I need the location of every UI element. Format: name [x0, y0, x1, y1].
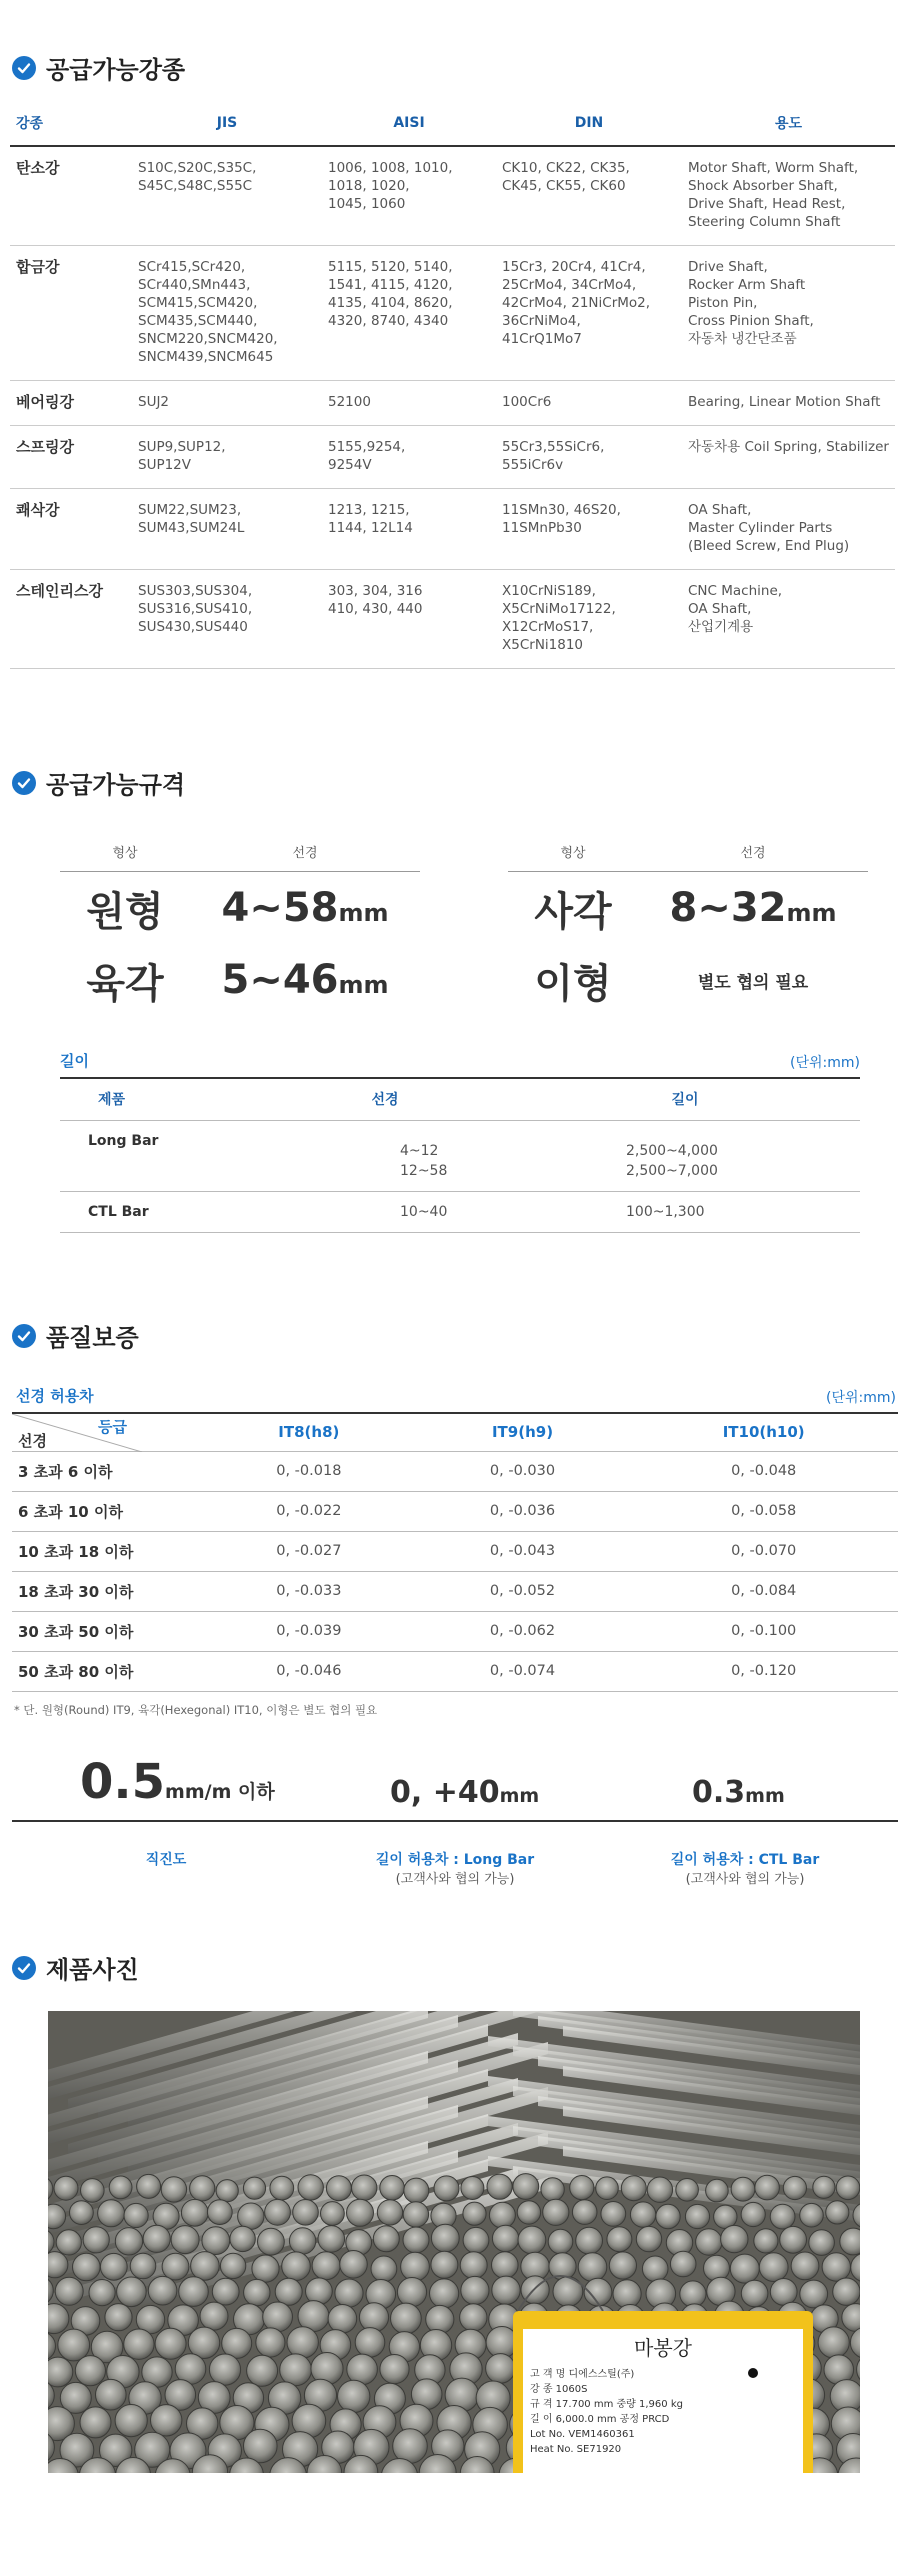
table-row	[12, 1611, 898, 1651]
bar-end	[212, 2278, 239, 2305]
tag-title: 마봉강	[634, 2336, 692, 2360]
tolerance-cell: 0, -0.070	[629, 1531, 898, 1571]
bar-end	[244, 2279, 270, 2305]
use-cell: Motor Shaft, Worm Shaft, Shock Absorber Shaft, Drive Shaft, Head Rest, Steering Column Shaft	[682, 146, 895, 246]
bar-end	[340, 2251, 368, 2279]
bar-end	[247, 2355, 278, 2386]
bar-end	[391, 2303, 422, 2334]
bar-end	[115, 2405, 147, 2437]
section-title-grades	[12, 50, 185, 85]
table-row	[12, 1491, 898, 1531]
use-cell: CNC Machine, OA Shaft, 산업기계용	[682, 570, 895, 669]
product-photo	[48, 2011, 860, 2473]
bar-end	[517, 2201, 540, 2224]
bar-end	[813, 2176, 835, 2198]
section-title-photo	[12, 1950, 139, 1985]
diameter-header: 선경	[292, 846, 318, 861]
spec-caption: 길이 허용차 : CTL Bar (고객사와 협의 가능)	[670, 1852, 820, 1887]
bar-end	[312, 2252, 340, 2280]
bar-end	[148, 2276, 177, 2305]
length-header: 선경	[260, 1078, 510, 1120]
bar-end	[826, 2201, 849, 2224]
bar-end	[209, 2354, 240, 2385]
bar-end	[670, 2251, 696, 2277]
bar-end	[570, 2176, 594, 2200]
tolerance-header: IT8(h8)	[202, 1413, 416, 1451]
bar-end	[80, 2407, 111, 2438]
range-cell: 3 초과 6 이하	[12, 1451, 202, 1491]
shape-label: 사각	[534, 888, 612, 935]
bar-end	[489, 2202, 515, 2228]
tolerance-cell: 0, -0.027	[202, 1531, 416, 1571]
aisi-cell: 5155,9254, 9254V	[322, 426, 496, 489]
range-cell: 10 초과 18 이하	[12, 1531, 202, 1571]
bar-end	[541, 2178, 564, 2201]
bar-end	[696, 2229, 722, 2255]
bar-end	[263, 2302, 293, 2332]
sizes-right	[508, 832, 868, 1016]
bar-end	[252, 2255, 279, 2282]
length-cell: 2,500~4,000 2,500~7,000	[510, 1120, 860, 1191]
table-row	[10, 146, 895, 246]
din-cell: 15Cr3, 20Cr4, 41Cr4, 25CrMo4, 34CrMo4, 42CrMo4, 21NiCrMo2, 36CrNiMo4, 41CrQ1Mo7	[496, 246, 682, 381]
bar-end	[680, 2281, 706, 2307]
bar-end	[151, 2405, 182, 2436]
length-cell: 100~1,300	[510, 1191, 860, 1232]
bar-end	[461, 2276, 489, 2304]
range-cell: 6 초과 10 이하	[12, 1491, 202, 1531]
bar-end	[70, 2201, 94, 2225]
bar-end	[270, 2176, 294, 2200]
length-header: 제품	[60, 1078, 260, 1120]
bar-end	[347, 2199, 374, 2226]
table-row	[60, 1120, 860, 1191]
corner-bottom-label: 선경	[18, 1432, 47, 1450]
tag-line: 규 격 17.700 mm 중량 1,960 kg	[530, 2399, 683, 2410]
bar-end	[685, 2204, 709, 2228]
bar-end	[373, 2226, 399, 2252]
bar-end	[487, 2174, 512, 2199]
corner-cell	[12, 1413, 202, 1451]
jis-cell: SCr415,SCr420, SCr440,SMn443, SCM415,SCM420, SCM435,SCM440, SNCM220,SNCM420, SNCM439,SNCM645	[132, 246, 322, 381]
bar-end	[430, 2279, 459, 2308]
bar-end	[759, 2253, 788, 2282]
bar-end	[207, 2200, 232, 2225]
bar-end	[115, 2228, 142, 2255]
bar-end	[460, 2252, 487, 2279]
bar-end	[578, 2253, 607, 2282]
shape-label: 이형	[534, 960, 612, 1007]
tag-line: 길 이 6,000.0 mm 공정 PRCD	[530, 2414, 670, 2425]
bar-end	[486, 2354, 516, 2384]
shape-label: 원형	[86, 888, 164, 935]
section-title-quality	[12, 1318, 139, 1353]
bar-end	[791, 2252, 819, 2280]
table-row	[10, 381, 895, 426]
grades-header-row	[10, 100, 895, 146]
tolerance-header: IT9(h9)	[416, 1413, 630, 1451]
bar-end	[426, 2305, 454, 2333]
product-cell: CTL Bar	[60, 1191, 260, 1232]
shape-label: 육각	[86, 960, 164, 1007]
spec-value: 0.5mm/m 이하	[80, 1754, 275, 1810]
bar-end	[190, 2176, 215, 2201]
bar-end	[706, 2179, 729, 2202]
table-row	[12, 1571, 898, 1611]
use-cell: OA Shaft, Master Cylinder Parts (Bleed Screw, End Plug)	[682, 489, 895, 570]
check-icon	[12, 1324, 36, 1348]
check-icon	[12, 56, 36, 80]
tolerance-cell: 0, -0.120	[629, 1651, 898, 1691]
tolerance-cell: 0, -0.100	[629, 1611, 898, 1651]
bar-end	[492, 2225, 518, 2251]
tolerance-cell: 0, -0.039	[202, 1611, 416, 1651]
bar-end	[596, 2177, 619, 2200]
tolerance-header-row	[12, 1413, 898, 1451]
bar-end	[321, 2202, 345, 2226]
grade-name: 쾌삭강	[10, 489, 132, 570]
range-cell: 30 초과 50 이하	[12, 1611, 202, 1651]
table-row	[12, 1651, 898, 1691]
steel-bars-illustration	[48, 2011, 860, 2473]
bar-end	[401, 2252, 430, 2281]
size-row	[60, 872, 420, 944]
grade-name: 합금강	[10, 246, 132, 381]
bar-end	[431, 2224, 459, 2252]
tag-line: Lot No. VEM1460361	[530, 2429, 635, 2440]
table-row	[10, 246, 895, 381]
grades-header: 용도	[682, 100, 895, 146]
section-title-text: 품질보증	[46, 1324, 139, 1352]
bar-end	[75, 2356, 105, 2386]
bar-end	[352, 2175, 377, 2200]
bar-end	[836, 2176, 860, 2200]
jis-cell: SUJ2	[132, 381, 322, 426]
bar-end	[200, 2302, 228, 2330]
bar-end	[105, 2304, 132, 2331]
bar-end	[355, 2328, 385, 2358]
sizes-left	[60, 832, 420, 1016]
table-row	[10, 489, 895, 570]
size-row	[508, 944, 868, 1016]
bar-end	[298, 2175, 323, 2200]
size-note: 별도 협의 필요	[697, 972, 809, 993]
table-row	[60, 1191, 860, 1232]
bar-end	[822, 2253, 850, 2281]
bar-end	[741, 2202, 765, 2226]
bar-end	[656, 2204, 680, 2228]
bar-end	[601, 2202, 626, 2227]
bar-end	[124, 2203, 148, 2227]
corner-top-label: 등급	[98, 1418, 127, 1436]
grade-name: 스프링강	[10, 426, 132, 489]
bar-end	[56, 2230, 81, 2255]
bar-end	[109, 2176, 132, 2199]
table-row	[12, 1531, 898, 1571]
bar-end	[630, 2202, 655, 2227]
din-cell: 55Cr3,55SiCr6, 555iCr6v	[496, 426, 682, 489]
bar-end	[755, 2175, 780, 2200]
din-cell: X10CrNiS189, X5CrNiMo17122, X12CrMoS17, X5CrNi1810	[496, 570, 682, 669]
tolerance-cell: 0, -0.030	[416, 1451, 630, 1491]
bar-end	[293, 2200, 319, 2226]
dia-cell: 4~12 12~58	[260, 1120, 510, 1191]
bar-end	[833, 2278, 860, 2305]
bar-end	[460, 2304, 487, 2331]
tolerance-header: IT10(h10)	[629, 1413, 898, 1451]
grade-name: 탄소강	[10, 146, 132, 246]
bar-end	[431, 2251, 458, 2278]
section-title-text: 공급가능강종	[46, 56, 186, 84]
aisi-cell: 1213, 1215, 1144, 12L14	[322, 489, 496, 570]
product-cell: Long Bar	[60, 1120, 260, 1191]
bar-end	[780, 2226, 807, 2253]
sizes-header	[508, 832, 868, 872]
bar-end	[463, 2202, 486, 2225]
use-cell: 자동차용 Coil Spring, Stabilizer	[682, 426, 895, 489]
table-row	[10, 426, 895, 489]
bar-end	[338, 2380, 370, 2412]
size-row	[60, 944, 420, 1016]
aisi-cell: 303, 304, 316 410, 430, 440	[322, 570, 496, 669]
din-cell: CK10, CK22, CK35, CK45, CK55, CK60	[496, 146, 682, 246]
bar-end	[377, 2200, 402, 2225]
bar-end	[89, 2280, 115, 2306]
bar-end	[275, 2278, 302, 2305]
din-cell: 11SMn30, 46S20, 11SMnPb30	[496, 489, 682, 570]
jis-cell: SUP9,SUP12, SUP12V	[132, 426, 322, 489]
bar-end	[607, 2227, 632, 2252]
spec-value: 0, +40mm	[390, 1775, 540, 1810]
bar-end	[800, 2203, 824, 2227]
bar-end	[117, 2277, 147, 2307]
tolerance-unit: (단위:mm)	[826, 1390, 896, 1406]
bar-end	[642, 2256, 668, 2282]
bar-end	[371, 2256, 397, 2282]
bar-end	[403, 2227, 429, 2253]
bar-end	[81, 2179, 105, 2203]
tolerance-cell: 0, -0.062	[416, 1611, 630, 1651]
bar-end	[704, 2255, 730, 2281]
size-value: 5~46mm	[221, 957, 389, 1003]
bar-end	[492, 2276, 520, 2304]
bar-end	[721, 2225, 748, 2252]
grade-name: 베어링강	[10, 381, 132, 426]
din-cell: 100Cr6	[496, 381, 682, 426]
section-title-text: 공급가능규격	[46, 771, 186, 799]
tolerance-cell: 0, -0.074	[416, 1651, 630, 1691]
grades-header: DIN	[496, 100, 682, 146]
bar-end	[124, 2329, 154, 2359]
bar-end	[818, 2327, 849, 2358]
size-value: 4~58mm	[221, 885, 389, 931]
bar-end	[83, 2227, 109, 2253]
grades-table	[10, 100, 895, 669]
use-cell: Bearing, Linear Motion Shaft	[682, 381, 895, 426]
bar-end	[770, 2204, 795, 2229]
bar-end	[359, 2303, 388, 2332]
length-header-row	[60, 1078, 860, 1120]
section-title-text: 제품사진	[46, 1956, 139, 1984]
bar-end	[202, 2227, 230, 2255]
bar-end	[809, 2230, 835, 2256]
bar-end	[492, 2252, 519, 2279]
bar-end	[326, 2176, 351, 2201]
length-header: 길이	[510, 1078, 860, 1120]
spec-values	[12, 1752, 898, 1822]
bar-end	[404, 2178, 429, 2203]
bar-end	[96, 2379, 127, 2410]
bar-end	[191, 2252, 220, 2281]
bar-end	[403, 2202, 428, 2227]
use-cell: Drive Shaft, Rocker Arm Shaft Piston Pin, Cross Pinion Shaft, 자동차 냉간단조품	[682, 246, 895, 381]
dia-cell: 10~40	[260, 1191, 510, 1232]
bar-end	[282, 2252, 311, 2281]
check-icon	[12, 771, 36, 795]
bar-end	[676, 2179, 699, 2202]
spec-caption: 길이 허용차 : Long Bar (고객사와 협의 가능)	[375, 1852, 535, 1887]
bar-end	[328, 2305, 357, 2334]
grades-header: AISI	[322, 100, 496, 146]
bar-end	[800, 2280, 828, 2308]
bar-end	[181, 2199, 208, 2226]
grades-header: JIS	[132, 100, 322, 146]
aisi-cell: 5115, 5120, 5140, 1541, 4115, 4120, 4135, 4104, 8620, 4320, 8740, 4340	[322, 246, 496, 381]
tolerance-table	[12, 1412, 898, 1692]
aisi-cell: 52100	[322, 381, 496, 426]
bar-end	[335, 2279, 363, 2307]
diameter-header: 선경	[740, 846, 766, 861]
length-label: 길이	[60, 1052, 89, 1070]
grades-header: 강종	[10, 100, 132, 146]
check-icon	[12, 1956, 36, 1980]
bar-end	[55, 2277, 83, 2305]
bar-end	[636, 2226, 661, 2251]
bar-end	[216, 2180, 238, 2202]
tolerance-cell: 0, -0.033	[202, 1571, 416, 1611]
bar-end	[741, 2280, 768, 2307]
bar-end	[397, 2278, 426, 2307]
bar-end	[287, 2327, 318, 2358]
bar-end	[572, 2200, 597, 2225]
tag-line: 강 종 1060S	[530, 2384, 588, 2395]
bar-end	[137, 2174, 161, 2198]
aisi-cell: 1006, 1008, 1010, 1018, 1020, 1045, 1060	[322, 146, 496, 246]
bar-end	[647, 2177, 672, 2202]
tolerance-cell: 0, -0.043	[416, 1531, 630, 1571]
section-title-sizes	[12, 765, 185, 800]
bar-end	[463, 2227, 489, 2253]
spec-value: 0.3mm	[692, 1775, 785, 1810]
bar-end	[280, 2354, 312, 2386]
bar-end	[548, 2229, 573, 2254]
bar-end	[576, 2227, 603, 2254]
tolerance-cell: 0, -0.052	[416, 1571, 630, 1611]
tolerance-label: 선경 허용차	[16, 1387, 94, 1405]
tolerance-cell: 0, -0.046	[202, 1651, 416, 1691]
tolerance-footnote: * 단. 원형(Round) IT9, 육각(Hexegonal) IT10, 이형은 별도 협의 필요	[14, 1703, 378, 1717]
bar-end	[621, 2176, 646, 2201]
bar-end	[518, 2226, 546, 2254]
bar-end	[543, 2199, 569, 2225]
sizes-header	[60, 832, 420, 872]
bar-end	[783, 2176, 806, 2199]
tolerance-cell: 0, -0.058	[629, 1491, 898, 1531]
tolerance-cell: 0, -0.022	[202, 1491, 416, 1531]
bar-end	[265, 2199, 291, 2225]
range-cell: 50 초과 80 이하	[12, 1651, 202, 1691]
grade-name: 스테인리스강	[10, 570, 132, 669]
jis-cell: SUS303,SUS304, SUS316,SUS410, SUS430,SUS440	[132, 570, 322, 669]
bar-end	[220, 2253, 245, 2278]
shape-header: 형상	[560, 846, 586, 861]
bar-end	[171, 2226, 199, 2254]
bar-end	[98, 2200, 125, 2227]
tag-line: 고 객 명 디에스스틸(주)	[530, 2369, 635, 2380]
bar-end	[513, 2174, 539, 2200]
bar-end	[258, 2228, 285, 2255]
jis-cell: S10C,S20C,S35C, S45C,S48C,S55C	[132, 146, 322, 246]
bar-end	[161, 2177, 186, 2202]
bar-end	[289, 2228, 315, 2254]
bar-end	[318, 2226, 345, 2253]
table-row	[10, 570, 895, 669]
bar-end	[100, 2253, 127, 2280]
bar-end	[434, 2176, 459, 2201]
tolerance-cell: 0, -0.018	[202, 1451, 416, 1491]
bar-end	[143, 2225, 170, 2252]
bar-end	[730, 2254, 759, 2283]
bar-end	[243, 2177, 265, 2199]
bar-end	[238, 2203, 264, 2229]
tag-line: Heat No. SE71920	[530, 2444, 622, 2455]
bar-end	[609, 2252, 636, 2279]
size-value: 8~32mm	[669, 885, 837, 931]
bar-end	[73, 2253, 101, 2281]
bar-end	[754, 2229, 778, 2253]
bar-end	[256, 2328, 285, 2357]
bar-end	[461, 2177, 484, 2200]
bar-end	[770, 2279, 797, 2306]
bar-end	[54, 2176, 78, 2200]
size-row	[508, 872, 868, 944]
bar-end	[162, 2253, 189, 2280]
bar-end	[731, 2177, 755, 2201]
length-table	[60, 1077, 860, 1233]
bar-end	[155, 2328, 186, 2359]
table-row	[12, 1451, 898, 1491]
bar-end	[130, 2253, 156, 2279]
bar-end	[48, 2357, 73, 2387]
shape-header: 형상	[112, 846, 138, 861]
tolerance-cell: 0, -0.048	[629, 1451, 898, 1491]
length-unit: (단위:mm)	[790, 1055, 860, 1071]
bar-end	[613, 2280, 641, 2308]
bar-end	[230, 2226, 255, 2251]
bar-end	[380, 2355, 409, 2384]
spec-caption: 직진도	[145, 1852, 187, 1868]
bar-end	[380, 2176, 405, 2201]
tolerance-cell: 0, -0.036	[416, 1491, 630, 1531]
jis-cell: SUM22,SUM23, SUM43,SUM24L	[132, 489, 322, 570]
tolerance-cell: 0, -0.084	[629, 1571, 898, 1611]
range-cell: 18 초과 30 이하	[12, 1571, 202, 1611]
bar-end	[179, 2277, 209, 2307]
